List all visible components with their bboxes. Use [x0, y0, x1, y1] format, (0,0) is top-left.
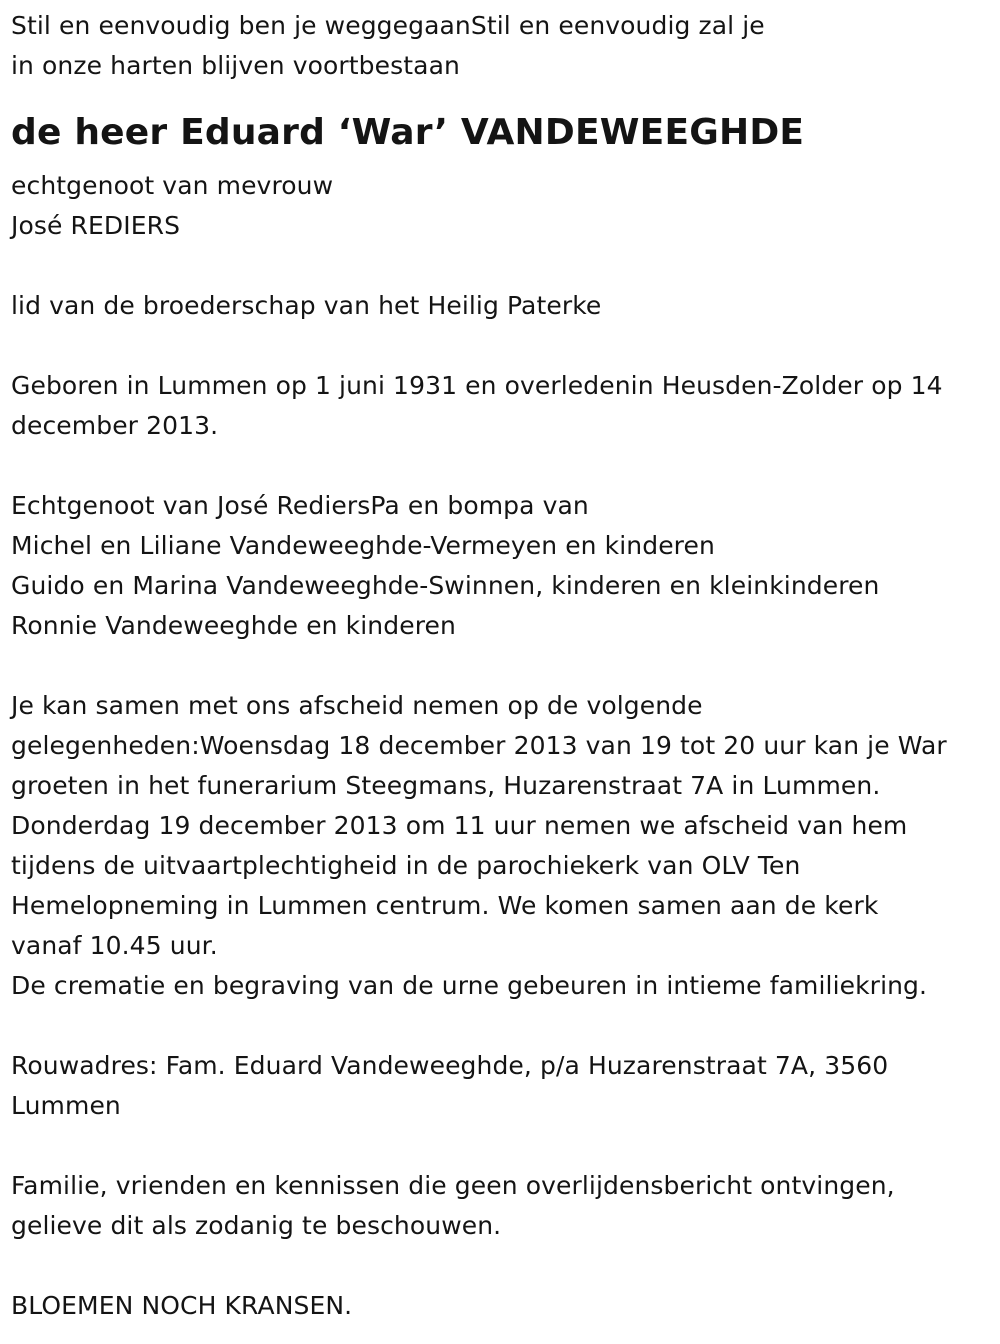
farewell-line: gelegenheden:Woensdag 18 december 2013 van 19 tot 20 uur kan je War [11, 731, 947, 760]
motto-line-1: Stil en eenvoudig ben je weggegaanStil en eenvoudig zal je [11, 11, 765, 40]
family-line: Michel en Liliane Vandeweeghde-Vermeyen en kinderen [11, 531, 715, 560]
farewell-line: Je kan samen met ons afscheid nemen op de volgende [11, 691, 703, 720]
family-line: Ronnie Vandeweeghde en kinderen [11, 611, 456, 640]
farewell-line: De crematie en begraving van de urne gebeuren in intieme familiekring. [11, 971, 928, 1000]
farewell-line: groeten in het funerarium Steegmans, Huzarenstraat 7A in Lummen. [11, 771, 881, 800]
spacer [11, 326, 996, 366]
flowers-note: BLOEMEN NOCH KRANSEN. [11, 1291, 353, 1320]
address-line-2: Lummen [11, 1091, 121, 1120]
notice-line-1: Familie, vrienden en kennissen die geen overlijdensbericht ontvingen, [11, 1171, 895, 1200]
motto-line-2: in onze harten blijven voortbestaan [11, 51, 460, 80]
death-notice [11, 6, 996, 1326]
farewell-line: tijdens de uitvaartplechtigheid in de parochiekerk van OLV Ten [11, 851, 801, 880]
spacer [11, 1246, 996, 1286]
spouse-line-1: echtgenoot van mevrouw [11, 171, 334, 200]
family-line: Echtgenoot van José RediersPa en bompa van [11, 491, 589, 520]
spacer [11, 1126, 996, 1166]
notice-line-2: gelieve dit als zodanig te beschouwen. [11, 1211, 502, 1240]
farewell-line: Donderdag 19 december 2013 om 11 uur nemen we afscheid van hem [11, 811, 908, 840]
spacer [11, 1006, 996, 1046]
birth-death-line-1: Geboren in Lummen op 1 juni 1931 en overledenin Heusden-Zolder op 14 [11, 371, 943, 400]
spacer [11, 246, 996, 286]
deceased-name: de heer Eduard ‘War’ VANDEWEEGHDE [11, 112, 805, 153]
spacer [11, 446, 996, 486]
family-line: Guido en Marina Vandeweeghde-Swinnen, kinderen en kleinkinderen [11, 571, 880, 600]
spouse-line-2: José REDIERS [11, 211, 181, 240]
farewell-line: vanaf 10.45 uur. [11, 931, 218, 960]
birth-death-line-2: december 2013. [11, 411, 219, 440]
address-line-1: Rouwadres: Fam. Eduard Vandeweeghde, p/a Huzarenstraat 7A, 3560 [11, 1051, 889, 1080]
farewell-line: Hemelopneming in Lummen centrum. We komen samen aan de kerk [11, 891, 879, 920]
membership: lid van de broederschap van het Heilig Paterke [11, 291, 602, 320]
spacer [11, 646, 996, 686]
